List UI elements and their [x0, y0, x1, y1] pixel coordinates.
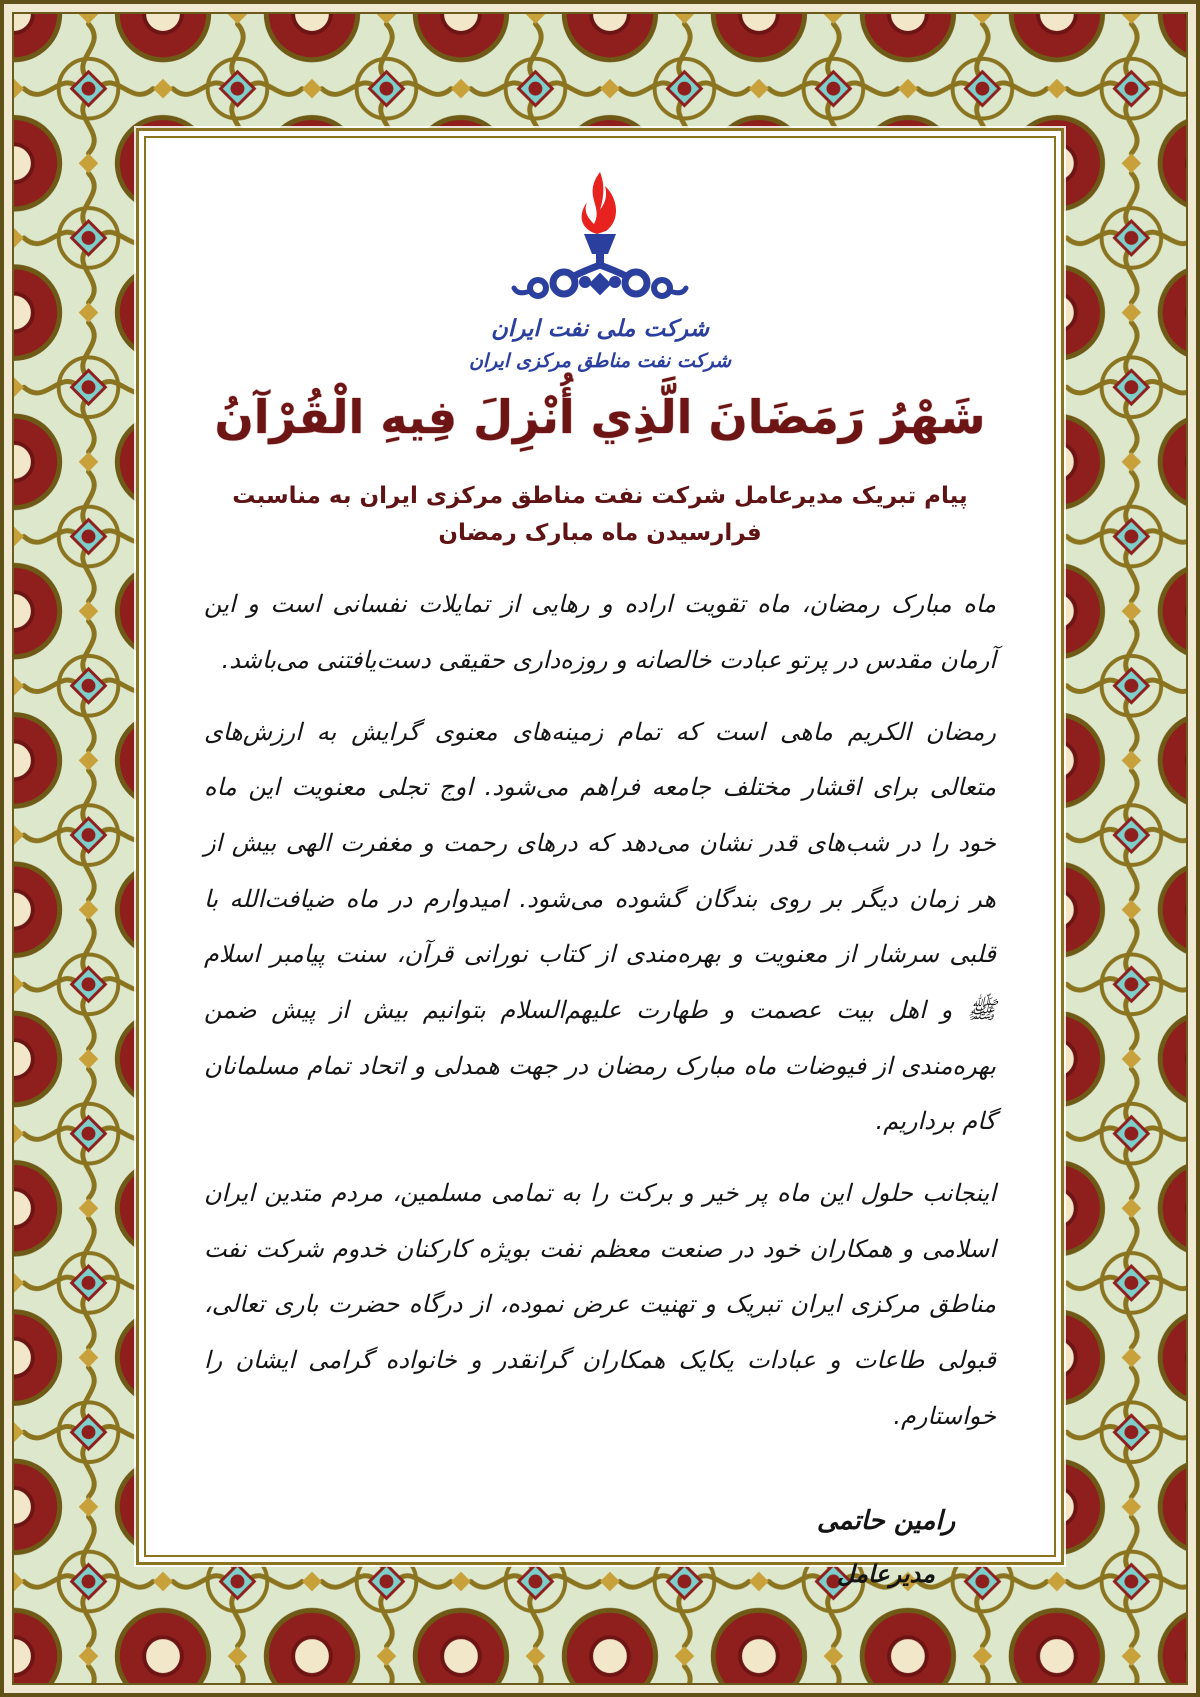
nioc-torch-icon: [500, 170, 700, 310]
signature-block: [776, 1494, 996, 1599]
signature-name: رامین حاتمی: [816, 1506, 956, 1537]
message-heading: پیام تبریک مدیرعامل شرکت نفت مناطق مرکزی ایران به مناسبت فرارسیدن ماه مبارک رمضان: [232, 482, 968, 546]
logo-block: [204, 170, 996, 372]
company-name: شرکت ملی نفت ایران: [491, 316, 710, 342]
body-paragraph: رمضان الکریم ماهی است که تمام زمینه‌های معنوی گرایش به ارزش‌های متعالی برای اقشار مختلف جامعه فراهم می‌شود. اوج تجلی معنویت این ماه خود را در شب‌های قدر نشان می‌دهد که درهای رحمت و مغفرت الهی بیش از هر زمان دیگر بر روی بندگان گشوده می‌شود. امیدوارم در ماه ضیافت‌الله با قلبی سرشار از معنویت و بهره‌مندی از کتاب نورانی قرآن، سنت پیامبر اسلام ﷺ و اهل بیت عصمت و طهارت علیهم‌السلام بتوانیم بیش از پیش ضمن بهره‌مندی از فیوضات ماه مبارک رمضان در جهت همدلی و اتحاد تمام مسلمانان گام برداریم.: [204, 717, 997, 1136]
letter-paper: [144, 136, 1056, 1589]
calligraphy-title: شَهْرُ رَمَضَانَ الَّذِي أُنْزِلَ فِيهِ الْقُرْآنُ: [214, 390, 986, 444]
body-paragraph: ماه مبارک رمضان، ماه تقویت اراده و رهایی از تمایلات نفسانی است و این آرمان مقدس در پرتو عبادت خالصانه و روزه‌داری حقیقی دست‌یافتنی می‌باشد.: [204, 590, 996, 675]
message-body: [204, 577, 996, 1460]
signature-title: مدیرعامل: [836, 1560, 936, 1589]
body-paragraph: اینجانب حلول این ماه پر خیر و برکت را به تمامی مسلمین، مردم متدین ایران اسلامی و همکاران خود در صنعت معظم نفت بویژه کارکنان خدوم شرکت نفت مناطق مرکزی ایران تبریک و تهنیت عرض نموده، از درگاه حضرت باری تعالی، قبولی طاعات و عبادات یکایک همکاران گرانقدر و خانواده گرامی ایشان را خواستارم.: [204, 1179, 996, 1430]
subsidiary-name: شرکت نفت مناطق مرکزی ایران: [468, 350, 732, 372]
